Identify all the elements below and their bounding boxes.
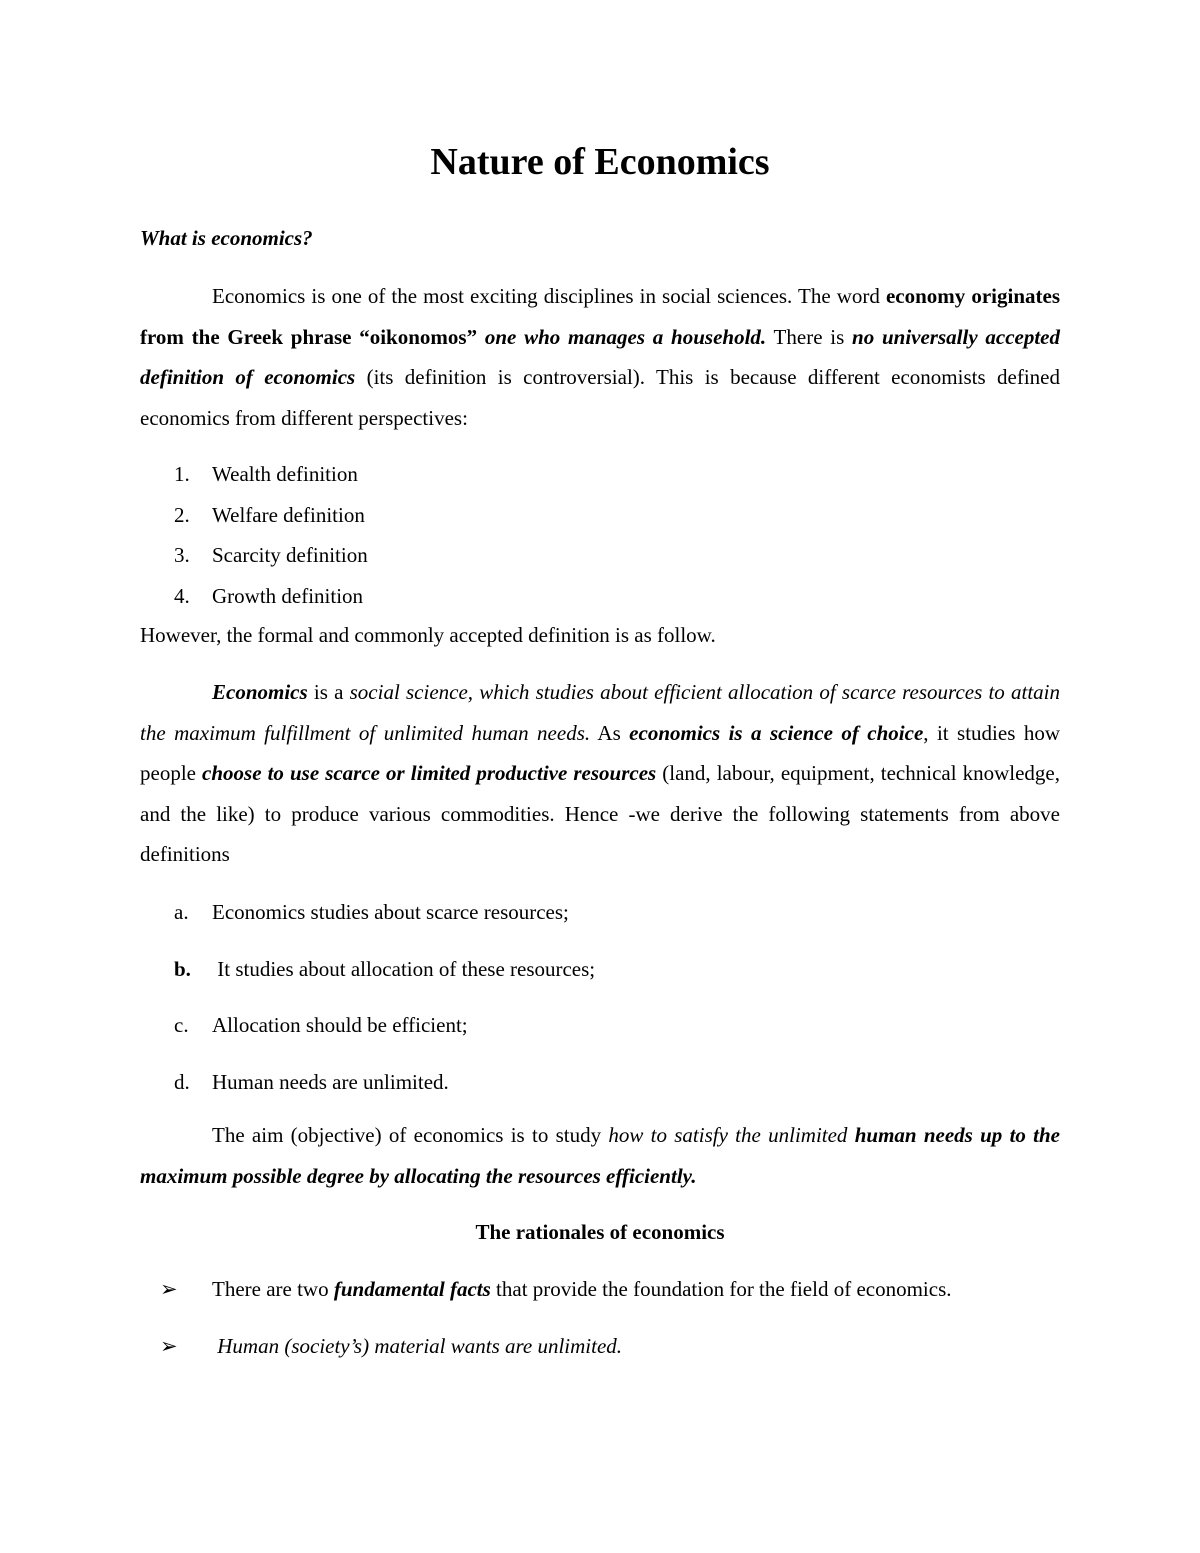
list-item-letter: c. bbox=[174, 1013, 189, 1037]
formal-text-4: (land, labour, equipment, technical knowledge, and the like) to produce various commodities. Hence -we derive the following statements from above definitions bbox=[140, 761, 1060, 866]
intro-text-1: Economics is one of the most exciting disciplines in social sciences. The word bbox=[212, 284, 886, 308]
however-paragraph: However, the formal and commonly accepted definition is as follow. bbox=[140, 623, 716, 647]
list-item-text: Human needs are unlimited. bbox=[212, 1069, 449, 1094]
definitions-list bbox=[140, 454, 368, 616]
intro-text-3: There is bbox=[766, 324, 853, 349]
rationale-bold-italic-1: fundamental facts bbox=[333, 1277, 491, 1301]
aim-paragraph bbox=[140, 1115, 1060, 1196]
intro-text-4: (its definition is controversial). This is because different economists defined economics from different perspectives: bbox=[140, 365, 1060, 430]
list-item-label: Growth definition bbox=[212, 583, 364, 608]
aim-bold-italic-1: human needs up to the maximum possible degree by allocating the resources efficiently. bbox=[140, 1123, 1060, 1188]
list-item bbox=[140, 949, 595, 1006]
list-item bbox=[140, 535, 368, 576]
list-item bbox=[140, 1062, 595, 1119]
list-item-number: 1. bbox=[174, 462, 190, 486]
list-item-text: It studies about allocation of these resources; bbox=[212, 956, 596, 981]
rationale-2-text: Human (society’s) material wants are unlimited. bbox=[212, 1333, 623, 1358]
list-item bbox=[140, 1005, 595, 1062]
intro-bold-1: economy originates from the Greek phrase “oikonomos” bbox=[140, 284, 1060, 349]
list-item-label: Welfare definition bbox=[212, 502, 365, 527]
list-item-letter: a. bbox=[174, 900, 189, 924]
aim-text-1: The aim (objective) of economics is to study bbox=[212, 1123, 609, 1147]
list-item-label: Scarcity definition bbox=[212, 543, 368, 567]
intro-paragraph bbox=[140, 276, 1060, 438]
list-item-number: 2. bbox=[174, 502, 190, 527]
list-item bbox=[160, 1269, 952, 1326]
arrow-bullet-icon: ➢ bbox=[160, 1277, 178, 1301]
list-item bbox=[160, 1326, 952, 1383]
rationales-heading: The rationales of economics bbox=[475, 1220, 725, 1244]
list-item bbox=[140, 892, 595, 949]
formal-italic-1: social science, which studies about efficient allocation of scarce resources to attain the maximum fulfillment of unlimited human needs. bbox=[140, 680, 1061, 745]
rationales-list bbox=[160, 1269, 952, 1382]
formal-bold-italic-1: Economics bbox=[212, 680, 308, 704]
rationale-text-1: There are two bbox=[212, 1277, 334, 1301]
arrow-bullet-icon: ➢ bbox=[160, 1333, 178, 1358]
formal-text-3: , it studies how people bbox=[140, 720, 1060, 785]
list-item-letter: b. bbox=[174, 956, 191, 981]
list-item-text: Economics studies about scarce resources; bbox=[212, 900, 569, 924]
aim-italic-1: how to satisfy the unlimited bbox=[608, 1123, 848, 1147]
list-item-letter: d. bbox=[174, 1069, 190, 1094]
formal-text-1: is a bbox=[307, 680, 350, 704]
intro-bold-italic-2: no universally accepted definition of economics bbox=[140, 324, 1061, 389]
list-item bbox=[140, 495, 368, 536]
formal-definition-paragraph bbox=[140, 672, 1060, 875]
statements-list bbox=[140, 892, 595, 1118]
formal-bold-italic-3: choose to use scarce or limited productive resources bbox=[202, 761, 657, 785]
page-title: Nature of Economics bbox=[430, 141, 770, 183]
intro-text-2 bbox=[477, 325, 485, 349]
formal-bold-italic-2: economics is a science of choice bbox=[629, 720, 924, 745]
list-item-number: 3. bbox=[174, 543, 190, 567]
list-item bbox=[140, 576, 368, 617]
aim-text-2 bbox=[847, 1123, 854, 1147]
section-question-heading: What is economics? bbox=[140, 226, 313, 250]
list-item-number: 4. bbox=[174, 583, 190, 608]
rationale-text-2: that provide the foundation for the field of economics. bbox=[490, 1277, 952, 1301]
intro-bold-italic-1: one who manages a household. bbox=[484, 324, 767, 349]
list-item-text: Allocation should be efficient; bbox=[212, 1013, 468, 1037]
formal-text-2: As bbox=[590, 720, 630, 745]
list-item-label: Wealth definition bbox=[212, 462, 358, 486]
list-item bbox=[140, 454, 368, 495]
